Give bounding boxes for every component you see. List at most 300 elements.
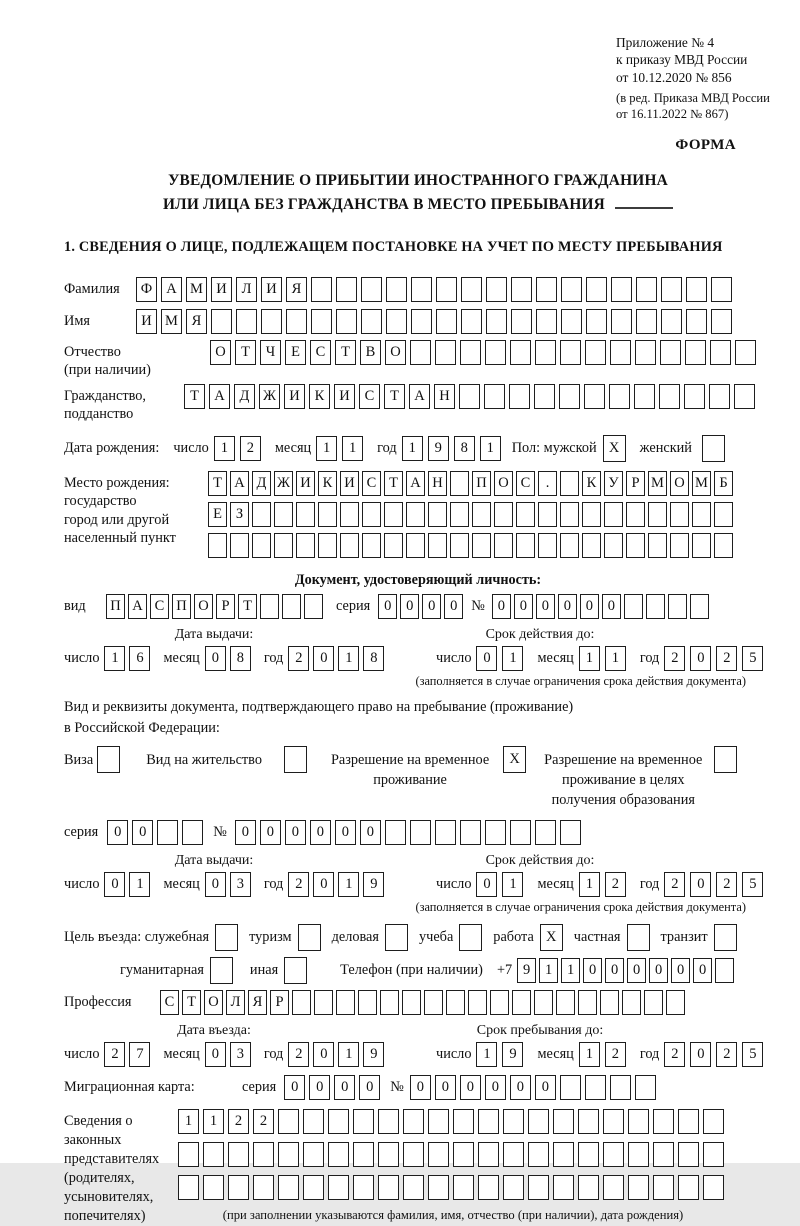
char-box[interactable] [460,340,481,365]
char-box[interactable]: П [172,594,191,619]
char-box[interactable] [260,594,279,619]
char-box[interactable] [628,1109,649,1134]
char-box[interactable] [286,309,307,334]
char-box[interactable] [203,1142,224,1167]
char-box[interactable]: 1 [178,1109,199,1134]
char-box[interactable] [578,1109,599,1134]
char-box[interactable] [336,309,357,334]
char-box[interactable] [384,502,403,527]
char-box[interactable]: 1 [338,872,359,897]
char-box[interactable] [274,533,293,558]
char-box[interactable]: И [261,277,282,302]
char-box[interactable]: 2 [716,646,737,671]
char-box[interactable] [509,384,530,409]
char-box[interactable]: 2 [228,1109,249,1134]
char-box[interactable] [586,277,607,302]
char-box[interactable] [292,990,311,1015]
char-box[interactable]: 9 [363,1042,384,1067]
char-box[interactable]: Т [335,340,356,365]
char-box[interactable]: 5 [742,646,763,671]
char-box[interactable]: 1 [579,872,600,897]
char-box[interactable] [624,594,643,619]
char-box[interactable]: 6 [129,646,150,671]
char-box[interactable]: А [230,471,249,496]
char-box[interactable]: С [160,990,179,1015]
char-box[interactable]: 0 [260,820,281,845]
char-box[interactable]: 2 [288,646,309,671]
char-box[interactable]: Д [252,471,271,496]
char-box[interactable]: 0 [690,1042,711,1067]
char-box[interactable] [553,1109,574,1134]
char-box[interactable]: 9 [517,958,536,983]
char-box[interactable]: Ч [260,340,281,365]
char-box[interactable]: Е [208,502,227,527]
char-box[interactable]: П [106,594,125,619]
char-box[interactable]: 0 [476,646,497,671]
char-box[interactable] [328,1142,349,1167]
char-box[interactable]: 8 [454,436,475,461]
char-box[interactable]: Т [235,340,256,365]
char-box[interactable] [494,502,513,527]
char-box[interactable]: А [406,471,425,496]
char-box[interactable]: К [582,471,601,496]
char-box[interactable]: 2 [240,436,261,461]
char-box[interactable] [503,1109,524,1134]
char-box[interactable]: Ж [259,384,280,409]
char-box[interactable]: 0 [510,1075,531,1100]
char-box[interactable] [353,1175,374,1200]
char-box[interactable] [711,309,732,334]
char-box[interactable]: К [309,384,330,409]
char-box[interactable]: 0 [536,594,555,619]
char-box[interactable] [428,502,447,527]
char-box[interactable]: 7 [129,1042,150,1067]
char-box[interactable] [411,309,432,334]
char-box[interactable]: 0 [435,1075,456,1100]
char-box[interactable] [361,277,382,302]
char-box[interactable]: 0 [535,1075,556,1100]
temp-residence-permit-checkbox[interactable]: X [503,746,526,773]
char-box[interactable] [450,471,469,496]
char-box[interactable] [510,340,531,365]
char-box[interactable]: И [284,384,305,409]
char-box[interactable]: Н [428,471,447,496]
char-box[interactable] [472,533,491,558]
char-box[interactable]: Ж [274,471,293,496]
char-box[interactable]: Т [384,384,405,409]
char-box[interactable] [328,1175,349,1200]
char-box[interactable] [653,1142,674,1167]
char-box[interactable]: 1 [402,436,423,461]
char-box[interactable] [296,533,315,558]
char-box[interactable] [230,533,249,558]
char-box[interactable] [314,990,333,1015]
char-box[interactable] [628,1175,649,1200]
char-box[interactable]: 2 [664,646,685,671]
char-box[interactable] [735,340,756,365]
char-box[interactable] [278,1142,299,1167]
char-box[interactable] [636,309,657,334]
char-box[interactable] [318,502,337,527]
char-box[interactable]: 1 [605,646,626,671]
purpose-official-checkbox[interactable] [215,924,238,951]
char-box[interactable]: И [334,384,355,409]
char-box[interactable]: . [538,471,557,496]
char-box[interactable]: С [150,594,169,619]
char-box[interactable] [450,502,469,527]
char-box[interactable]: Ф [136,277,157,302]
char-box[interactable] [340,502,359,527]
char-box[interactable] [600,990,619,1015]
char-box[interactable]: 3 [230,1042,251,1067]
char-box[interactable] [478,1175,499,1200]
char-box[interactable] [203,1175,224,1200]
char-box[interactable] [622,990,641,1015]
char-box[interactable] [653,1175,674,1200]
char-box[interactable]: 1 [561,958,580,983]
char-box[interactable] [453,1109,474,1134]
char-box[interactable] [428,1109,449,1134]
char-box[interactable] [715,958,734,983]
char-box[interactable]: 1 [342,436,363,461]
char-box[interactable] [611,277,632,302]
char-box[interactable] [406,533,425,558]
char-box[interactable] [585,1075,606,1100]
char-box[interactable] [692,502,711,527]
char-box[interactable]: 8 [363,646,384,671]
char-box[interactable]: Я [286,277,307,302]
char-box[interactable] [490,990,509,1015]
char-box[interactable]: 0 [580,594,599,619]
char-box[interactable] [468,990,487,1015]
char-box[interactable] [211,309,232,334]
char-box[interactable] [603,1109,624,1134]
char-box[interactable] [711,277,732,302]
char-box[interactable]: 1 [579,1042,600,1067]
char-box[interactable]: 0 [693,958,712,983]
char-box[interactable] [536,277,557,302]
char-box[interactable] [450,533,469,558]
char-box[interactable]: 0 [671,958,690,983]
char-box[interactable]: О [194,594,213,619]
char-box[interactable]: 0 [235,820,256,845]
char-box[interactable] [411,277,432,302]
char-box[interactable] [403,1109,424,1134]
purpose-work-checkbox[interactable]: X [540,924,563,951]
char-box[interactable] [644,990,663,1015]
char-box[interactable]: Л [226,990,245,1015]
char-box[interactable] [578,1142,599,1167]
char-box[interactable]: 0 [460,1075,481,1100]
char-box[interactable]: 9 [363,872,384,897]
char-box[interactable] [362,533,381,558]
purpose-study-checkbox[interactable] [459,924,482,951]
char-box[interactable] [516,533,535,558]
char-box[interactable]: Я [186,309,207,334]
char-box[interactable] [678,1109,699,1134]
char-box[interactable] [228,1175,249,1200]
char-box[interactable] [157,820,178,845]
char-box[interactable] [446,990,465,1015]
char-box[interactable]: К [318,471,337,496]
char-box[interactable] [561,277,582,302]
char-box[interactable]: 9 [428,436,449,461]
char-box[interactable] [461,277,482,302]
char-box[interactable]: 0 [690,646,711,671]
char-box[interactable] [670,533,689,558]
char-box[interactable] [511,277,532,302]
char-box[interactable] [692,533,711,558]
char-box[interactable]: О [204,990,223,1015]
purpose-business-checkbox[interactable] [385,924,408,951]
char-box[interactable]: 1 [539,958,558,983]
char-box[interactable] [666,990,685,1015]
char-box[interactable]: 8 [230,646,251,671]
char-box[interactable] [535,820,556,845]
char-box[interactable]: 0 [476,872,497,897]
char-box[interactable] [678,1142,699,1167]
char-box[interactable]: 5 [742,872,763,897]
char-box[interactable]: 1 [316,436,337,461]
char-box[interactable]: 2 [288,872,309,897]
char-box[interactable] [553,1142,574,1167]
char-box[interactable] [690,594,709,619]
char-box[interactable]: 2 [288,1042,309,1067]
char-box[interactable] [734,384,755,409]
char-box[interactable] [582,502,601,527]
char-box[interactable]: 0 [410,1075,431,1100]
char-box[interactable]: О [210,340,231,365]
char-box[interactable] [626,533,645,558]
char-box[interactable] [428,1175,449,1200]
char-box[interactable]: 0 [422,594,441,619]
char-box[interactable]: 2 [605,872,626,897]
char-box[interactable]: И [340,471,359,496]
char-box[interactable] [703,1142,724,1167]
char-box[interactable]: И [211,277,232,302]
char-box[interactable] [328,1109,349,1134]
char-box[interactable]: Д [234,384,255,409]
char-box[interactable] [435,340,456,365]
char-box[interactable] [670,502,689,527]
char-box[interactable] [486,277,507,302]
char-box[interactable] [585,340,606,365]
char-box[interactable]: О [385,340,406,365]
char-box[interactable] [336,277,357,302]
char-box[interactable]: 0 [558,594,577,619]
char-box[interactable] [578,990,597,1015]
char-box[interactable] [534,384,555,409]
char-box[interactable]: 0 [334,1075,355,1100]
char-box[interactable] [261,309,282,334]
char-box[interactable]: Я [248,990,267,1015]
char-box[interactable] [336,990,355,1015]
char-box[interactable]: 1 [214,436,235,461]
char-box[interactable]: С [359,384,380,409]
char-box[interactable] [428,533,447,558]
char-box[interactable] [358,990,377,1015]
char-box[interactable]: У [604,471,623,496]
char-box[interactable]: 0 [284,1075,305,1100]
char-box[interactable]: 0 [602,594,621,619]
char-box[interactable]: Т [182,990,201,1015]
char-box[interactable] [486,309,507,334]
char-box[interactable]: Т [208,471,227,496]
char-box[interactable] [182,820,203,845]
char-box[interactable] [668,594,687,619]
char-box[interactable] [484,384,505,409]
char-box[interactable]: 2 [253,1109,274,1134]
char-box[interactable] [626,502,645,527]
char-box[interactable] [660,340,681,365]
char-box[interactable] [510,820,531,845]
char-box[interactable]: З [230,502,249,527]
sex-female-checkbox[interactable] [702,435,725,462]
purpose-private-checkbox[interactable] [627,924,650,951]
char-box[interactable] [609,384,630,409]
char-box[interactable]: 1 [502,646,523,671]
char-box[interactable]: Н [434,384,455,409]
char-box[interactable] [296,502,315,527]
char-box[interactable]: Т [384,471,403,496]
char-box[interactable] [646,594,665,619]
char-box[interactable]: М [648,471,667,496]
char-box[interactable]: 0 [309,1075,330,1100]
char-box[interactable] [384,533,403,558]
char-box[interactable]: 0 [310,820,331,845]
char-box[interactable] [686,309,707,334]
char-box[interactable] [603,1175,624,1200]
char-box[interactable] [684,384,705,409]
char-box[interactable] [385,820,406,845]
char-box[interactable] [661,309,682,334]
char-box[interactable] [378,1109,399,1134]
char-box[interactable] [538,533,557,558]
char-box[interactable]: 1 [338,646,359,671]
char-box[interactable] [485,820,506,845]
char-box[interactable]: Р [216,594,235,619]
char-box[interactable] [178,1142,199,1167]
char-box[interactable] [403,1142,424,1167]
char-box[interactable]: А [209,384,230,409]
char-box[interactable]: 1 [104,646,125,671]
char-box[interactable]: Т [238,594,257,619]
char-box[interactable] [560,502,579,527]
char-box[interactable]: 1 [129,872,150,897]
char-box[interactable] [453,1142,474,1167]
char-box[interactable] [560,820,581,845]
char-box[interactable]: 0 [444,594,463,619]
char-box[interactable] [424,990,443,1015]
char-box[interactable] [678,1175,699,1200]
char-box[interactable] [410,820,431,845]
char-box[interactable]: С [310,340,331,365]
char-box[interactable]: 2 [716,872,737,897]
char-box[interactable] [610,340,631,365]
char-box[interactable]: Т [184,384,205,409]
char-box[interactable]: 0 [313,872,334,897]
char-box[interactable] [560,340,581,365]
char-box[interactable] [560,1075,581,1100]
char-box[interactable]: 5 [742,1042,763,1067]
char-box[interactable] [478,1142,499,1167]
char-box[interactable] [278,1109,299,1134]
char-box[interactable] [703,1109,724,1134]
char-box[interactable] [603,1142,624,1167]
char-box[interactable] [303,1109,324,1134]
char-box[interactable] [340,533,359,558]
char-box[interactable] [406,502,425,527]
char-box[interactable] [635,340,656,365]
char-box[interactable] [561,309,582,334]
char-box[interactable] [528,1175,549,1200]
char-box[interactable] [353,1109,374,1134]
char-box[interactable]: О [670,471,689,496]
char-box[interactable]: 0 [132,820,153,845]
char-box[interactable]: 1 [480,436,501,461]
char-box[interactable] [714,533,733,558]
char-box[interactable]: 9 [502,1042,523,1067]
char-box[interactable] [274,502,293,527]
char-box[interactable] [528,1109,549,1134]
char-box[interactable]: 1 [579,646,600,671]
char-box[interactable]: Б [714,471,733,496]
char-box[interactable] [459,384,480,409]
char-box[interactable]: В [360,340,381,365]
char-box[interactable] [659,384,680,409]
char-box[interactable]: 0 [605,958,624,983]
char-box[interactable] [556,990,575,1015]
char-box[interactable] [628,1142,649,1167]
char-box[interactable] [362,502,381,527]
char-box[interactable]: М [692,471,711,496]
char-box[interactable] [402,990,421,1015]
char-box[interactable] [253,1142,274,1167]
char-box[interactable]: 2 [664,1042,685,1067]
char-box[interactable]: Е [285,340,306,365]
char-box[interactable]: О [494,471,513,496]
char-box[interactable] [252,502,271,527]
char-box[interactable]: П [472,471,491,496]
sex-male-checkbox[interactable]: X [603,435,626,462]
char-box[interactable] [236,309,257,334]
char-box[interactable] [403,1175,424,1200]
char-box[interactable]: 3 [230,872,251,897]
char-box[interactable] [634,384,655,409]
char-box[interactable] [410,340,431,365]
char-box[interactable] [461,309,482,334]
purpose-tourism-checkbox[interactable] [298,924,321,951]
char-box[interactable]: 1 [502,872,523,897]
char-box[interactable]: 1 [338,1042,359,1067]
char-box[interactable] [536,309,557,334]
char-box[interactable] [303,1175,324,1200]
char-box[interactable] [435,820,456,845]
char-box[interactable] [478,1109,499,1134]
char-box[interactable]: Р [626,471,645,496]
char-box[interactable]: 2 [104,1042,125,1067]
char-box[interactable] [611,309,632,334]
char-box[interactable]: 0 [104,872,125,897]
char-box[interactable] [636,277,657,302]
char-box[interactable] [436,309,457,334]
purpose-other-checkbox[interactable] [284,957,307,984]
char-box[interactable]: 0 [335,820,356,845]
char-box[interactable]: 2 [716,1042,737,1067]
char-box[interactable] [303,1142,324,1167]
char-box[interactable] [559,384,580,409]
purpose-transit-checkbox[interactable] [714,924,737,951]
